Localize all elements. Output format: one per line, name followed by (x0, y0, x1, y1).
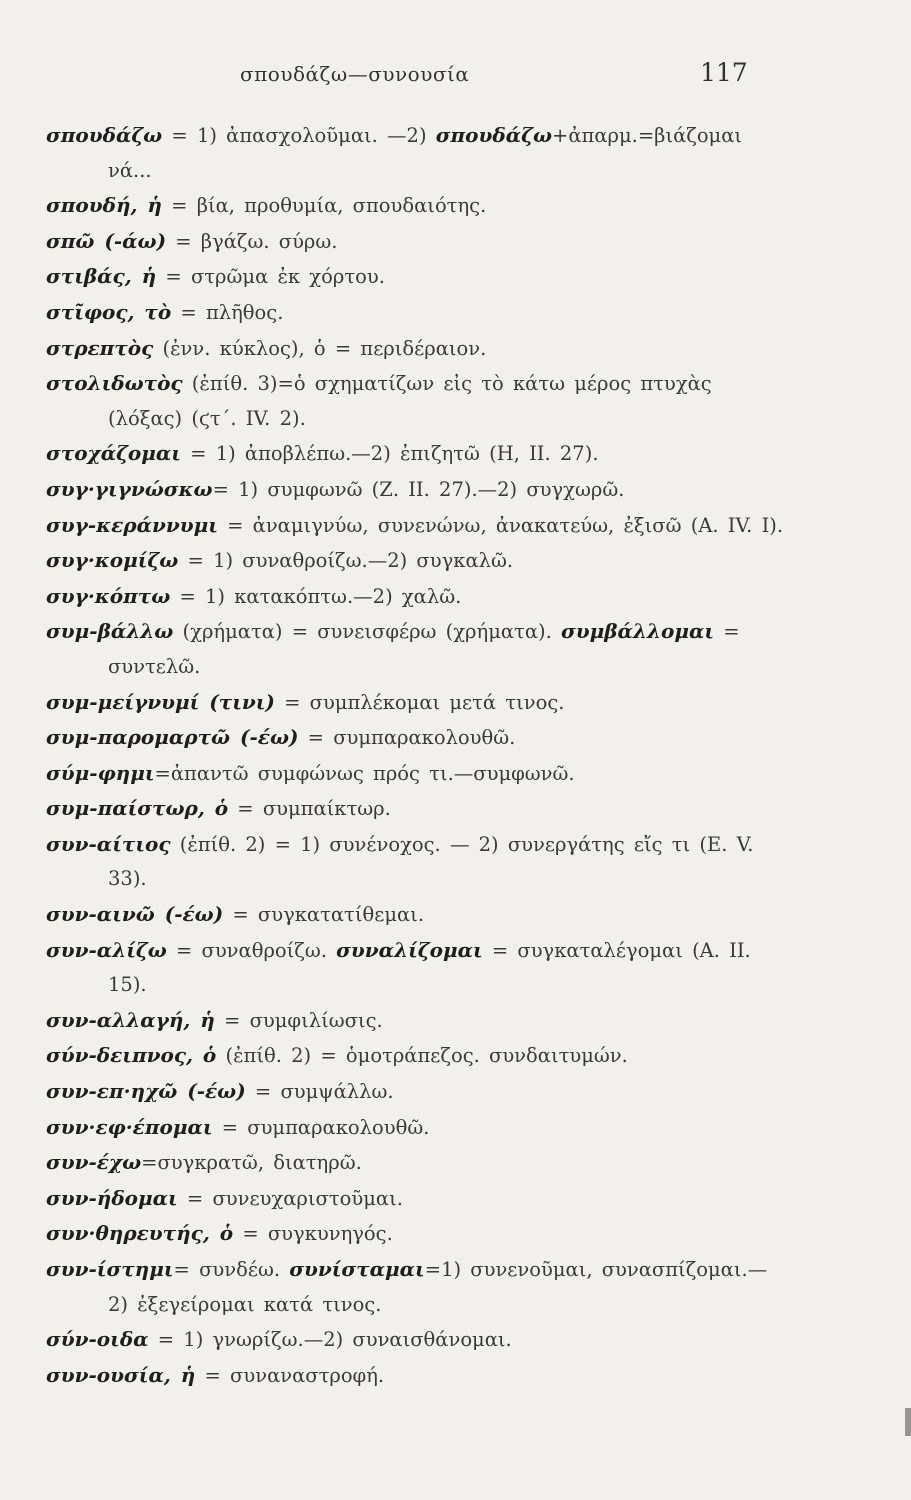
dictionary-entry (46, 685, 786, 721)
headword: συμ-βάλλω (46, 619, 174, 644)
definition: = συναθροίζω. (166, 938, 337, 962)
definition: = 1) συμφωνῶ (Ζ. II. 27).—2) συγχωρῶ. (212, 477, 625, 501)
headword: συγ·κόπτω (46, 583, 171, 608)
dictionary-entry (46, 1358, 786, 1394)
dictionary-entry (46, 579, 786, 615)
dictionary-entry (46, 1252, 786, 1322)
definition: = 1) κατακόπτω.—2) χαλῶ. (170, 584, 462, 608)
running-head: σπουδάζω—συνουσία (240, 62, 470, 86)
definition: = συμπαρακολουθῶ. (298, 726, 516, 750)
dictionary-entry (46, 756, 786, 792)
definition: = πλῆθος. (171, 300, 284, 324)
headword: στῖφος, τὸ (46, 299, 172, 324)
sub-definition: =1) συνενοῦμαι, συνασπίζομαι.—2) ἐξεγείρομαι κατά τινος. (108, 1258, 768, 1316)
dictionary-entry (46, 118, 786, 188)
definition: = στρῶμα ἐκ χόρτου. (156, 265, 385, 289)
definition: = συναναστροφή. (195, 1363, 385, 1387)
definition: =συγκρατῶ, διατηρῶ. (141, 1151, 362, 1175)
page-header (0, 58, 911, 92)
sub-headword: συμβάλλομαι (561, 619, 715, 644)
headword: συν-αλίζω (46, 937, 167, 962)
page-number: 117 (700, 58, 748, 87)
headword: σύν-δειπνος, ὁ (46, 1043, 217, 1068)
headword: σπῶ (-άω) (46, 228, 167, 253)
sub-definition: +ἀπαρμ.=βιάζομαι νά... (108, 124, 743, 182)
definition: = συμψάλλω. (245, 1080, 394, 1104)
definition: = συμπαρακολουθῶ. (212, 1115, 430, 1139)
dictionary-entry (46, 720, 786, 756)
headword: συν-αίτιος (46, 831, 171, 856)
headword: συν-επ·ηχῶ (-έω) (46, 1079, 246, 1104)
definition: (ἐπίθ. 3)=ὁ σχηματίζων εἰς τὸ κάτω μέρος πτυχὰς (λόξας) (ϛτ΄. IV. 2). (108, 372, 712, 430)
headword: συμ-παίστωρ, ὁ (46, 796, 229, 821)
definition: = βγάζω. σύρω. (166, 229, 338, 253)
headword: συν-ίστημι (46, 1257, 174, 1281)
headword: συν-έχω (46, 1150, 142, 1175)
headword: συν-αινῶ (-έω) (46, 902, 224, 927)
headword: συν·θηρευτής, ὁ (46, 1221, 234, 1246)
dictionary-entry (46, 1003, 786, 1039)
dictionary-entry (46, 366, 786, 436)
definition: (ἐνν. κύκλος), ὁ = περιδέραιον. (153, 336, 487, 360)
definition: = συγκυνηγός. (233, 1222, 393, 1246)
sub-headword: συναλίζομαι (336, 937, 483, 962)
dictionary-entry (46, 897, 786, 933)
dictionary-entry (46, 1038, 786, 1074)
definition: = 1) συναθροίζω.—2) συγκαλῶ. (178, 549, 514, 573)
dictionary-entry (46, 543, 786, 579)
definition: = συνδέω. (173, 1258, 290, 1281)
dictionary-entry (46, 1216, 786, 1252)
dictionary-entry (46, 472, 786, 508)
headword: συν-ουσία, ἡ (46, 1362, 196, 1387)
definition: = συνευχαριστοῦμαι. (177, 1186, 403, 1210)
headword: συν-ήδομαι (46, 1185, 178, 1210)
dictionary-entry (46, 1322, 786, 1358)
headword: συμ-μείγνυμί (τινι) (46, 689, 275, 714)
headword: στρεπτὸς (46, 335, 154, 360)
sub-definition: = συγκαταλέγομαι (Α. II. 15). (108, 938, 751, 997)
headword: στιβάς, ἡ (46, 264, 157, 289)
dictionary-entry (46, 614, 786, 684)
definition: = συγκατατίθεμαι. (223, 903, 425, 927)
dictionary-entry (46, 827, 786, 897)
definition: = συμφιλίωσις. (214, 1008, 383, 1032)
dictionary-entry (46, 331, 786, 367)
dictionary-entry (46, 295, 786, 331)
definition: = βία, προθυμία, σπουδαιότης. (161, 194, 487, 218)
headword: συν-αλλαγή, ἡ (46, 1007, 215, 1032)
headword: συγ-κεράννυμι (46, 512, 218, 537)
headword: στολιδωτὸς (46, 371, 183, 396)
definition: (ἐπίθ. 2) = 1) συνένοχος. — 2) συνεργάτης εἴς τι (Ε. V. 33). (108, 832, 754, 891)
headword: συγ·κομίζω (46, 548, 179, 573)
dictionary-entries (46, 118, 786, 1393)
dictionary-entry (46, 1074, 786, 1110)
definition: = ἀναμιγνύω, συνενώνω, ἀνακατεύω, ἐξισῶ (Α. IV. I). (217, 513, 784, 537)
dictionary-entry (46, 791, 786, 827)
sub-headword: συνίσταμαι (289, 1257, 425, 1281)
definition: = 1) ἀποβλέπω.—2) ἐπιζητῶ (Η, II. 27). (180, 442, 599, 466)
definition: = 1) ἀπασχολοῦμαι. —2) (162, 124, 436, 147)
dictionary-entry (46, 1145, 786, 1181)
definition: =ἀπαντῶ συμφώνως πρός τι.—συμφωνῶ. (154, 761, 575, 785)
headword: συν·εφ·έπομαι (46, 1114, 213, 1139)
definition: (χρήματα) = συνεισφέρω (χρήματα). (173, 620, 562, 644)
dictionary-entry (46, 1110, 786, 1146)
headword: σπουδάζω (46, 123, 163, 147)
headword: σύν-οιδα (46, 1327, 149, 1352)
dictionary-entry (46, 1181, 786, 1217)
sub-headword: σπουδάζω (435, 123, 552, 147)
headword: συμ-παρομαρτῶ (-έω) (46, 725, 299, 750)
headword: στοχάζομαι (46, 441, 181, 466)
definition: = συμπλέκομαι μετά τινος. (274, 690, 565, 714)
sub-definition: = συντελῶ. (108, 620, 740, 678)
definition: = 1) γνωρίζω.—2) συναισθάνομαι. (148, 1328, 512, 1352)
dictionary-entry (46, 933, 786, 1003)
headword: σύμ-φημι (46, 760, 155, 785)
dictionary-entry (46, 259, 786, 295)
dictionary-entry (46, 188, 786, 224)
headword: σπουδή, ἡ (46, 193, 162, 218)
dictionary-entry (46, 436, 786, 472)
page-edge-mark (905, 1408, 911, 1436)
dictionary-entry (46, 224, 786, 260)
dictionary-entry (46, 508, 786, 544)
definition: (ἐπίθ. 2) = ὁμοτράπεζος. συνδαιτυμών. (216, 1044, 628, 1068)
definition: = συμπαίκτωρ. (228, 797, 391, 821)
headword: συγ·γιγνώσκω (46, 476, 213, 501)
